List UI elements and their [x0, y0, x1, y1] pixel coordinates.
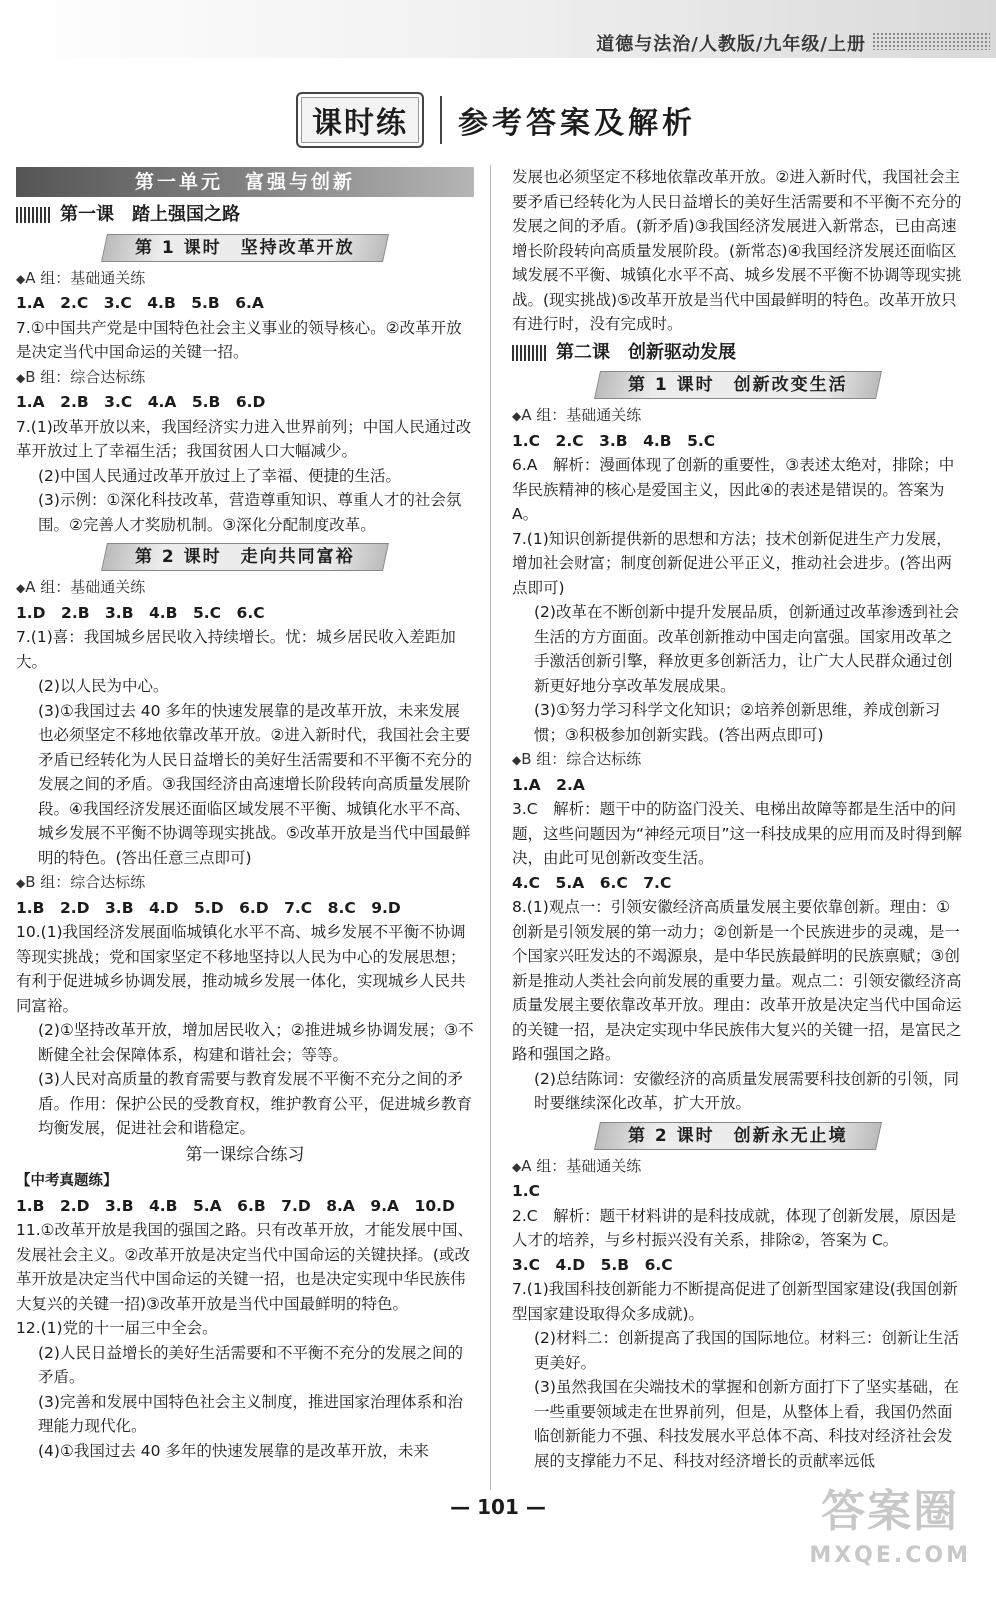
answer-line: 6.A 解析：漫画体现了创新的重要性，③表述太绝对，排除；中华民族精神的核心是爱国主义，因此④的表述是错误的。答案为 A。	[512, 456, 955, 523]
answer-line: (2)人民日益增长的美好生活需要和不平衡不充分的发展之间的矛盾。	[38, 1343, 463, 1386]
session-title: 第 2 课时 走向共同富裕	[135, 547, 355, 567]
page-number: — 101 —	[450, 1495, 546, 1519]
lesson-heading	[512, 341, 964, 366]
session-title: 第 1 课时 创新改变生活	[628, 375, 848, 395]
answer-line: (3)①我国过去 40 多年的快速发展靠的是改革开放，未来发展也必须坚定不移地依靠改革开放。②进入新时代，我国社会主要矛盾已经转化为人民日益增长的美好生活需要和不平衡不充分的发展之间的矛盾。③我国经济由高速增长阶段转向高质量发展阶段。④我国经济发展还面临区域发展不平衡、城镇化水平不高、城乡发展不平衡不协调等现实挑战。⑤改革开放是当代中国最鲜明的特色。(答出任意三点即可)	[38, 701, 473, 867]
group-label: ◆ A 组：基础通关练	[512, 403, 964, 429]
answer-line: 1.B 2.D 3.B 4.B 5.A 6.B 7.D 8.A 9.A 10.D	[16, 1196, 455, 1215]
review-heading: 第一课综合练习	[185, 1144, 305, 1165]
answer-line: (3)示例：①深化科技改革，营造尊重知识、尊重人才的社会氛围。②完善人才奖励机制。③深化分配制度改革。	[38, 491, 462, 534]
answer-line: 3.C 解析：题干中的防盗门没关、电梯出故障等都是生活中的问题，这些问题因为“神经元项目”这一科技成果的应用而及时得到解决，由此可见创新改变生活。	[512, 800, 963, 867]
right-column	[512, 165, 964, 1473]
header-bar	[0, 0, 996, 58]
answer-line: 1.A 2.A	[512, 775, 585, 794]
watermark-top: 答案圈	[821, 1486, 960, 1537]
title-main: 参考答案及解析	[458, 106, 696, 141]
answer-line: 3.C 4.D 5.B 6.C	[512, 1255, 673, 1274]
lesson-bars-icon	[512, 345, 548, 361]
session-heading	[512, 1122, 964, 1150]
watermark-bottom: MXQE.COM	[809, 1543, 971, 1568]
answer-line: 8.(1)观点一：引领安徽经济高质量发展主要依靠创新。理由：①创新是引领发展的第一动力；②创新是一个民族进步的灵魂，是一个国家兴旺发达的不竭源泉，是中华民族最鲜明的民族禀赋；③创新是推动人类社会向前发展的重要力量。观点二：引领安徽经济高质量发展主要依靠改革开放。理由：改革开放是决定当代中国命运的关键一招，是决定实现中华民族伟大复兴的关键一招，是富民之路和强国之路。	[512, 898, 962, 1063]
left-column	[16, 165, 474, 1463]
answer-line: 7.(1)改革开放以来，我国经济实力进入世界前列；中国人民通过改革开放过上了幸福生活；我国贫困人口大幅减少。	[16, 417, 472, 460]
watermark-logo	[809, 1486, 971, 1578]
group-label: ◆ B 组：综合达标练	[16, 365, 474, 391]
answer-line: (2)材料二：创新提高了我国的国际地位。材料三：创新让生活更美好。	[534, 1329, 959, 1372]
header-dot-pattern	[872, 32, 990, 50]
answer-line: 1.C 2.C 3.B 4.B 5.C	[512, 431, 716, 450]
answer-line: (2)总结陈词：安徽经济的高质量发展需要科技创新的引领，同时要继续深化改革，扩大开放。	[534, 1069, 959, 1112]
answer-line: (3)人民对高质量的教育需要与教育发展不平衡不充分之间的矛盾。作用：保护公民的受教育权，维护教育公平，促进城乡教育均衡发展，促进社会和谐稳定。	[38, 1070, 473, 1137]
group-label: ◆ A 组：基础通关练	[16, 575, 474, 601]
session-heading	[16, 543, 474, 571]
answer-line: (3)完善和发展中国特色社会主义制度，推进国家治理体系和治理能力现代化。	[38, 1392, 463, 1435]
page-title	[296, 90, 696, 150]
lesson-title: 第二课 创新驱动发展	[556, 341, 736, 363]
session-title: 第 1 课时 坚持改革开放	[135, 237, 355, 258]
answer-line: 11.①改革开放是我国的强国之路。只有改革开放，才能发展中国、发展社会主义。②改革开放是决定当代中国命运的关键抉择。(或改革开放是决定当代中国命运的关键一招，也是决定实现中华民族伟大复兴的关键一招)③改革开放是当代中国最鲜明的特色。	[16, 1221, 474, 1313]
answer-line: 1.A 2.B 3.C 4.A 5.B 6.D	[16, 393, 266, 411]
answer-line: (2)以人民为中心。	[38, 677, 169, 695]
answer-line: (2)①坚持改革开放，增加居民收入；②推进城乡协调发展；③不断健全社会保障体系，构建和谐社会；等等。	[38, 1021, 474, 1064]
answer-line: 7.①中国共产党是中国特色社会主义事业的领导核心。②改革开放是决定当代中国命运的关键一招。	[16, 318, 462, 361]
answer-line: 1.B 2.D 3.B 4.D 5.D 6.D 7.C 8.C 9.D	[16, 898, 401, 917]
answer-line: 7.(1)知识创新提供新的思想和方法；技术创新促进生产力发展，增加社会财富；制度创新促进公平正义，推动社会进步。(答出两点即可)	[512, 529, 953, 597]
answer-line: (4)①我国过去 40 多年的快速发展靠的是改革开放，未来	[38, 1441, 429, 1460]
session-heading	[16, 234, 474, 262]
answer-line: 12.(1)党的十一届三中全会。	[16, 1319, 218, 1337]
answer-line: 发展也必须坚定不移地依靠改革开放。②进入新时代，我国社会主要矛盾已经转化为人民日益增长的美好生活需要和不平衡不充分的发展之间的矛盾。(新矛盾)③我国经济发展进入新常态，已由高速增长阶段转向高质量发展阶段。(新常态)④我国经济发展还面临区域发展不平衡、城镇化水平不高、城乡发展不平衡不协调等现实挑战。(现实挑战)⑤改革开放是当代中国最鲜明的特色。改革开放只有进行时，没有完成时。	[512, 168, 962, 333]
answer-line: 7.(1)我国科技创新能力不断提高促进了创新型国家建设(我国创新型国家建设取得众多成就)。	[512, 1280, 958, 1323]
answer-line: 1.D 2.B 3.B 4.B 5.C 6.C	[16, 603, 265, 622]
title-divider	[440, 96, 442, 144]
exam-tag: 【中考真题练】	[16, 1173, 118, 1189]
answer-line: 1.C	[512, 1182, 541, 1200]
answer-line: 2.C 解析：题干材料讲的是科技成就，体现了创新发展，原因是人才的培养，与乡村振兴没有关系，排除②，答案为 C。	[512, 1206, 957, 1249]
group-label: ◆ A 组：基础通关练	[16, 266, 474, 292]
session-title: 第 2 课时 创新永无止境	[628, 1125, 848, 1146]
answer-line: (2)中国人民通过改革开放过上了幸福、便捷的生活。	[38, 466, 401, 485]
title-box: 课时练	[296, 92, 424, 148]
answer-line: 4.C 5.A 6.C 7.C	[512, 873, 672, 892]
unit-heading: 第一单元 富强与创新	[16, 167, 474, 197]
answer-line: 7.(1)喜：我国城乡居民收入持续增长。忧：城乡居民收入差距加大。	[16, 628, 456, 671]
lesson-title: 第一课 踏上强国之路	[60, 204, 240, 225]
answer-line: (3)①努力学习科学文化知识；②培养创新思维，养成创新习惯；③积极参加创新实践。(答出两点即可)	[534, 701, 941, 744]
answer-line: (3)虽然我国在尖端技术的掌握和创新方面打下了坚实基础，在一些重要领域走在世界前列，但是，从整体上看，我国仍然面临创新能力不强、科技发展水平总体不高、科技对经济社会发展的支撑能力不足、科技对经济增长的贡献率远低	[534, 1378, 959, 1470]
answer-line: (2)改革在不断创新中提升发展品质，创新通过改革渗透到社会生活的方方面面。改革创新推动中国走向富强。国家用改革之手激活创新引擎，释放更多创新活力，让广大人民群众通过创新更好地分享改革发展成果。	[534, 603, 959, 695]
group-label: ◆ A 组：基础通关练	[512, 1154, 964, 1180]
answer-line: 1.A 2.C 3.C 4.B 5.B 6.A	[16, 294, 264, 312]
column-divider	[490, 165, 491, 1490]
session-heading	[512, 371, 964, 399]
header-title: 道德与法治/人教版/九年级/上册	[596, 34, 866, 55]
lesson-bars-icon	[16, 207, 52, 223]
group-label: ◆ B 组：综合达标练	[16, 870, 474, 896]
group-label: ◆ B 组：综合达标练	[512, 747, 964, 773]
answer-line: 10.(1)我国经济发展面临城镇化水平不高、城乡发展不平衡不协调等现实挑战；党和国家坚定不移地坚持以人民为中心的发展思想；有利于促进城乡协调发展，推动城乡发展一体化，实现城乡人民共同富裕。	[16, 923, 466, 1015]
lesson-heading	[16, 203, 474, 228]
